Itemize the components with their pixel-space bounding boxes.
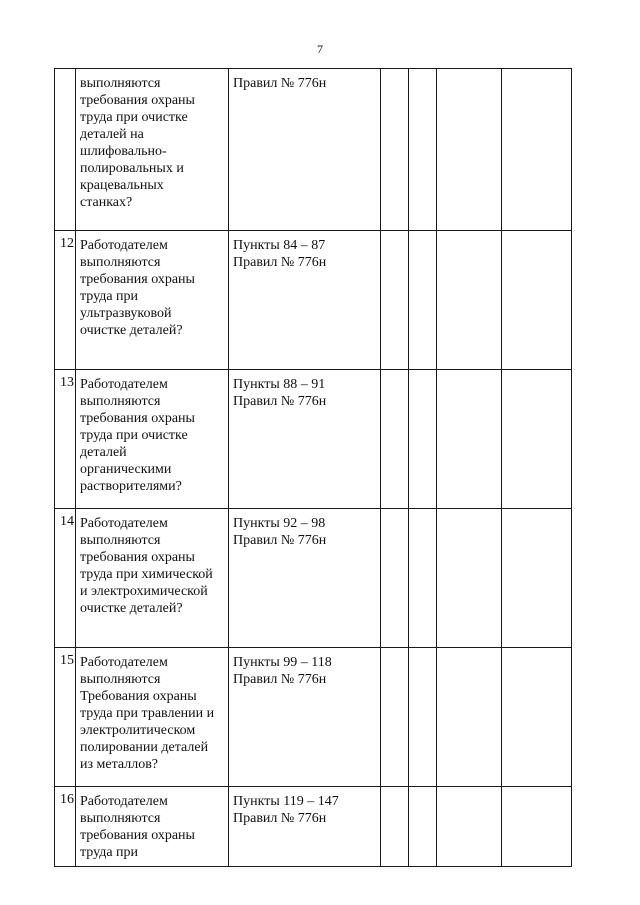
- reference-line: Пункты 99 – 118: [233, 655, 332, 670]
- page-number: 7: [317, 42, 323, 56]
- answer-no-cell: [409, 370, 437, 509]
- reference-line: Пункты 84 – 87: [233, 238, 326, 253]
- row-number: 16: [55, 787, 76, 867]
- question-cell: [76, 509, 229, 648]
- question-line: требования охраны: [80, 93, 195, 108]
- question-line: очистке деталей?: [80, 601, 183, 616]
- question-line: труда при: [80, 845, 139, 860]
- reference-line: Правил № 776н: [233, 811, 327, 826]
- answer-no-cell: [409, 509, 437, 648]
- table-row: [55, 509, 572, 648]
- not-applicable-cell: [437, 69, 502, 231]
- question-line: ультразвуковой: [80, 306, 172, 321]
- row-number: 14: [55, 509, 76, 648]
- checklist-table: [54, 68, 572, 867]
- answer-no-cell: [409, 231, 437, 370]
- question-line: полировании деталей: [80, 740, 209, 755]
- table-row: [55, 648, 572, 787]
- question-line: труда при травлении и: [80, 706, 215, 721]
- reference-cell: [229, 787, 381, 867]
- question-line: Работодателем: [80, 655, 168, 670]
- row-number: [55, 69, 76, 231]
- question-cell: [76, 787, 229, 867]
- question-line: труда при очистке: [80, 110, 188, 125]
- question-line: труда при химической: [80, 567, 213, 582]
- notes-cell: [502, 509, 572, 648]
- question-line: из металлов?: [80, 757, 159, 772]
- reference-line: Правил № 776н: [233, 394, 327, 409]
- question-line: требования охраны: [80, 272, 195, 287]
- question-cell: [76, 648, 229, 787]
- reference-cell: [229, 648, 381, 787]
- question-line: органическими: [80, 462, 172, 477]
- reference-line: Пункты 88 – 91: [233, 377, 326, 392]
- question-cell: [76, 370, 229, 509]
- table-row: [55, 231, 572, 370]
- question-line: Работодателем: [80, 794, 168, 809]
- not-applicable-cell: [437, 370, 502, 509]
- reference-line: Правил № 776н: [233, 76, 327, 91]
- reference-line: Правил № 776н: [233, 533, 327, 548]
- answer-yes-cell: [381, 787, 409, 867]
- answer-yes-cell: [381, 231, 409, 370]
- answer-yes-cell: [381, 370, 409, 509]
- not-applicable-cell: [437, 231, 502, 370]
- row-number: 13: [55, 370, 76, 509]
- question-line: и электрохимической: [80, 584, 208, 599]
- reference-line: Пункты 119 – 147: [233, 794, 339, 809]
- question-line: труда при очистке: [80, 428, 188, 443]
- reference-line: Пункты 92 – 98: [233, 516, 326, 531]
- notes-cell: [502, 787, 572, 867]
- question-cell: [76, 231, 229, 370]
- not-applicable-cell: [437, 509, 502, 648]
- question-line: крацевальных: [80, 178, 164, 193]
- table-row: [55, 370, 572, 509]
- question-line: требования охраны: [80, 411, 195, 426]
- question-line: электролитическом: [80, 723, 196, 738]
- table-row: [55, 787, 572, 867]
- reference-cell: [229, 69, 381, 231]
- question-line: очистке деталей?: [80, 323, 183, 338]
- notes-cell: [502, 69, 572, 231]
- reference-cell: [229, 370, 381, 509]
- question-line: растворителями?: [80, 479, 182, 494]
- reference-line: Правил № 776н: [233, 672, 327, 687]
- question-line: труда при: [80, 289, 139, 304]
- question-line: требования охраны: [80, 828, 195, 843]
- question-line: шлифовально-: [80, 144, 167, 159]
- question-line: выполняются: [80, 672, 161, 687]
- question-line: требования охраны: [80, 550, 195, 565]
- question-line: выполняются: [80, 255, 161, 270]
- answer-no-cell: [409, 69, 437, 231]
- question-line: выполняются: [80, 394, 161, 409]
- question-line: деталей на: [80, 127, 144, 142]
- question-line: деталей: [80, 445, 127, 460]
- answer-yes-cell: [381, 509, 409, 648]
- question-line: выполняются: [80, 811, 161, 826]
- table-row: [55, 69, 572, 231]
- answer-no-cell: [409, 787, 437, 867]
- reference-cell: [229, 231, 381, 370]
- notes-cell: [502, 231, 572, 370]
- notes-cell: [502, 648, 572, 787]
- question-line: выполняются: [80, 76, 161, 91]
- question-line: станках?: [80, 195, 133, 210]
- row-number: 12: [55, 231, 76, 370]
- question-cell: [76, 69, 229, 231]
- notes-cell: [502, 370, 572, 509]
- question-line: Работодателем: [80, 238, 168, 253]
- question-line: Требования охраны: [80, 689, 197, 704]
- answer-yes-cell: [381, 648, 409, 787]
- not-applicable-cell: [437, 787, 502, 867]
- question-line: Работодателем: [80, 377, 168, 392]
- not-applicable-cell: [437, 648, 502, 787]
- reference-cell: [229, 509, 381, 648]
- answer-no-cell: [409, 648, 437, 787]
- row-number: 15: [55, 648, 76, 787]
- question-line: выполняются: [80, 533, 161, 548]
- question-line: Работодателем: [80, 516, 168, 531]
- question-line: полировальных и: [80, 161, 184, 176]
- answer-yes-cell: [381, 69, 409, 231]
- reference-line: Правил № 776н: [233, 255, 327, 270]
